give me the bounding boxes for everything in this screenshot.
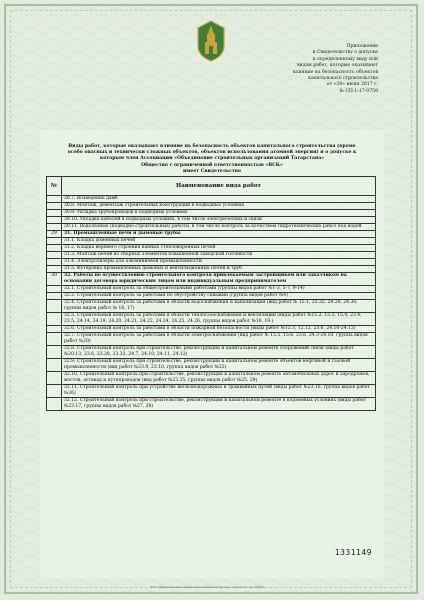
organization-name: Общество с ограниченной ответственностью «ВСК» [141, 162, 283, 168]
appendix-line: влияние на безопасность объектов [293, 69, 378, 75]
row-number [47, 238, 62, 245]
table-row [47, 231, 376, 238]
row-number [47, 259, 62, 266]
work-item: 32.2. Строительный контроль за работами по обустройству скважин (группа видов работ №4) [62, 293, 376, 300]
table-row [47, 273, 376, 286]
row-number [47, 217, 62, 224]
row-number [47, 252, 62, 259]
row-number [47, 398, 62, 411]
appendix-line: от «29» июня 2017 г. [326, 82, 378, 88]
row-number [47, 359, 62, 372]
appendix-line: видам работ, которые оказывают [296, 63, 378, 69]
work-item: 31.3. Монтаж печей из сборных элементов повышенной заводской готовности [62, 252, 376, 259]
table-row [47, 346, 376, 359]
work-item: 30.11. Водолазные (подводно-строительные) работы, в том числе контроль за качеством гидротехнических работ под водой [62, 224, 376, 231]
row-number [47, 286, 62, 293]
column-header-name: Наименование вида работ [62, 177, 376, 196]
section-title: 31. Промышленные печи и дымовые трубы [62, 231, 376, 238]
tatarstan-emblem-icon [196, 20, 226, 62]
table-row [47, 398, 376, 411]
row-number [47, 300, 62, 313]
document-header [52, 144, 372, 175]
appendix-line: капитального строительства [308, 76, 378, 82]
table-row [47, 259, 376, 266]
table-row [47, 333, 376, 346]
row-number [47, 224, 62, 231]
row-number [47, 333, 62, 346]
table-row [47, 245, 376, 252]
row-number [47, 196, 62, 203]
work-item: 30.8. Монтаж, демонтаж строительных конструкций в подводных условиях [62, 203, 376, 210]
row-number [47, 385, 62, 398]
table-row [47, 359, 376, 372]
table-row [47, 196, 376, 203]
work-item: 32.10. Строительный контроль при строительстве, реконструкции и капитальном ремонте автомобильных дорог и аэродромов, мостов, эстакад и путепроводов (вид работ №23.35, группы видов работ №25, 29) [62, 372, 376, 385]
row-number: 29 [47, 231, 62, 238]
work-item: 31.2. Кладка верхнего строения ванных стекловаренных печей [62, 245, 376, 252]
table-row [47, 266, 376, 273]
work-item: 32.6. Строительный контроль за работами в области пожарной безопасности (виды работ №12.3, 12.12, 23.6, 24.10-24.12) [62, 326, 376, 333]
section-title: 32. Работы по осуществлению строительного контроля привлекаемым застройщиком или заказчиком на основании договора юридическим лицом или индивидуальным предпринимателем [62, 273, 376, 286]
work-types-table [46, 176, 376, 411]
work-item: 31.4. Электролизеры для алюминиевой промышленности [62, 259, 376, 266]
header-line: которым член Ассоциации «Объединение строительных организаций Татарстана» [99, 156, 325, 162]
table-row [47, 210, 376, 217]
table-row [47, 224, 376, 231]
table-row [47, 252, 376, 259]
row-number [47, 293, 62, 300]
work-item: 32.9. Строительный контроль при строительстве, реконструкции и капитальном ремонте объектов нефтяной и газовой промышленности (вид работ №23.9, 23.10, группа видов работ №22) [62, 359, 376, 372]
work-item: 32.7. Строительный контроль за работами в области электроснабжения (вид работ № 15.5, 15.6, 23.6, 24.3-24.10, группа видов работ №20) [62, 333, 376, 346]
table-row [47, 286, 376, 293]
header-line: Виды работ, которые оказывают влияние на безопасность объектов капитального строительства (кроме [68, 144, 356, 149]
column-header-number: № [47, 177, 62, 196]
serial-number: 1331149 [334, 548, 372, 557]
work-item: 32.12. Строительный контроль при строительстве, реконструкции и капитальном ремонте в подземных условиях (виды работ №23.17, группы видов работ №27, 28) [62, 398, 376, 411]
table-row [47, 326, 376, 333]
table-row [47, 238, 376, 245]
work-item: 32.8. Строительный контроль при строительстве, реконструкции и капитальном ремонте сооружений связи (виды работ №20.13, 23.6, 23.28, 23.33, 24.7, 24.10, 24.11, 24.12) [62, 346, 376, 359]
work-item: 32.4. Строительный контроль за работами в области водоснабжения и канализации (вид работ № 15.1, 23.32, 24.29, 24.30, группы видов работ № 16, 17) [62, 300, 376, 313]
table-row [47, 293, 376, 300]
row-number [47, 203, 62, 210]
row-number [47, 346, 62, 359]
work-item: 31.5. Футеровка промышленных дымовых и вентиляционных печей и труб [62, 266, 376, 273]
work-item: 30.10. Укладка кабелей в подводных условиях, в том числе электрических и связи [62, 217, 376, 224]
row-number [47, 313, 62, 326]
work-item: 30.7. Возведение дамб [62, 196, 376, 203]
appendix-block [238, 44, 378, 95]
table-row [47, 203, 376, 210]
appendix-line: к Свидетельству о допуске [312, 50, 378, 56]
header-line: особо опасных и технически сложных объектов, объектов использования атомной энергии) и о допуске к [67, 150, 357, 156]
appendix-line: к определенному виду или [312, 56, 378, 62]
table-row [47, 217, 376, 224]
row-number [47, 372, 62, 385]
row-number [47, 326, 62, 333]
row-number [47, 266, 62, 273]
row-number: 30 [47, 273, 62, 286]
printer-footer: ООО «Информационно-техническая компания Татарстан», www.sot.ru, тел. 8(843)... [150, 586, 267, 589]
work-item: 32.11. Строительный контроль при устройстве железнодорожных и трамвайных путей (виды работ №23.16, группа видов работ №26) [62, 385, 376, 398]
appendix-line: № СП-1-17-0759 [339, 88, 378, 94]
work-item: 32.5. Строительный контроль за работами в области теплогазоснабжения и вентиляции (виды работ №15.2, 15.3, 15.4, 23.4, 23.5, 24.14, 24.19, 24.20, 24.21, 24.22, 24.24, 24.25, 24.26, группы видов работ №18, 19.) [62, 313, 376, 326]
table-row [47, 300, 376, 313]
row-number [47, 210, 62, 217]
row-number [47, 245, 62, 252]
has-certificate-text: имеет Свидетельство [183, 168, 241, 174]
work-item: 32.1. Строительный контроль за общестроительными работами (группы видов работ №1-3, 5-7, 9-14) [62, 286, 376, 293]
table-row [47, 372, 376, 385]
work-item: 31.1. Кладка доменных печей [62, 238, 376, 245]
table-row [47, 385, 376, 398]
work-item: 30.9. Укладка трубопроводов в подводных условиях [62, 210, 376, 217]
table-row [47, 313, 376, 326]
appendix-line: Приложение [346, 44, 378, 49]
